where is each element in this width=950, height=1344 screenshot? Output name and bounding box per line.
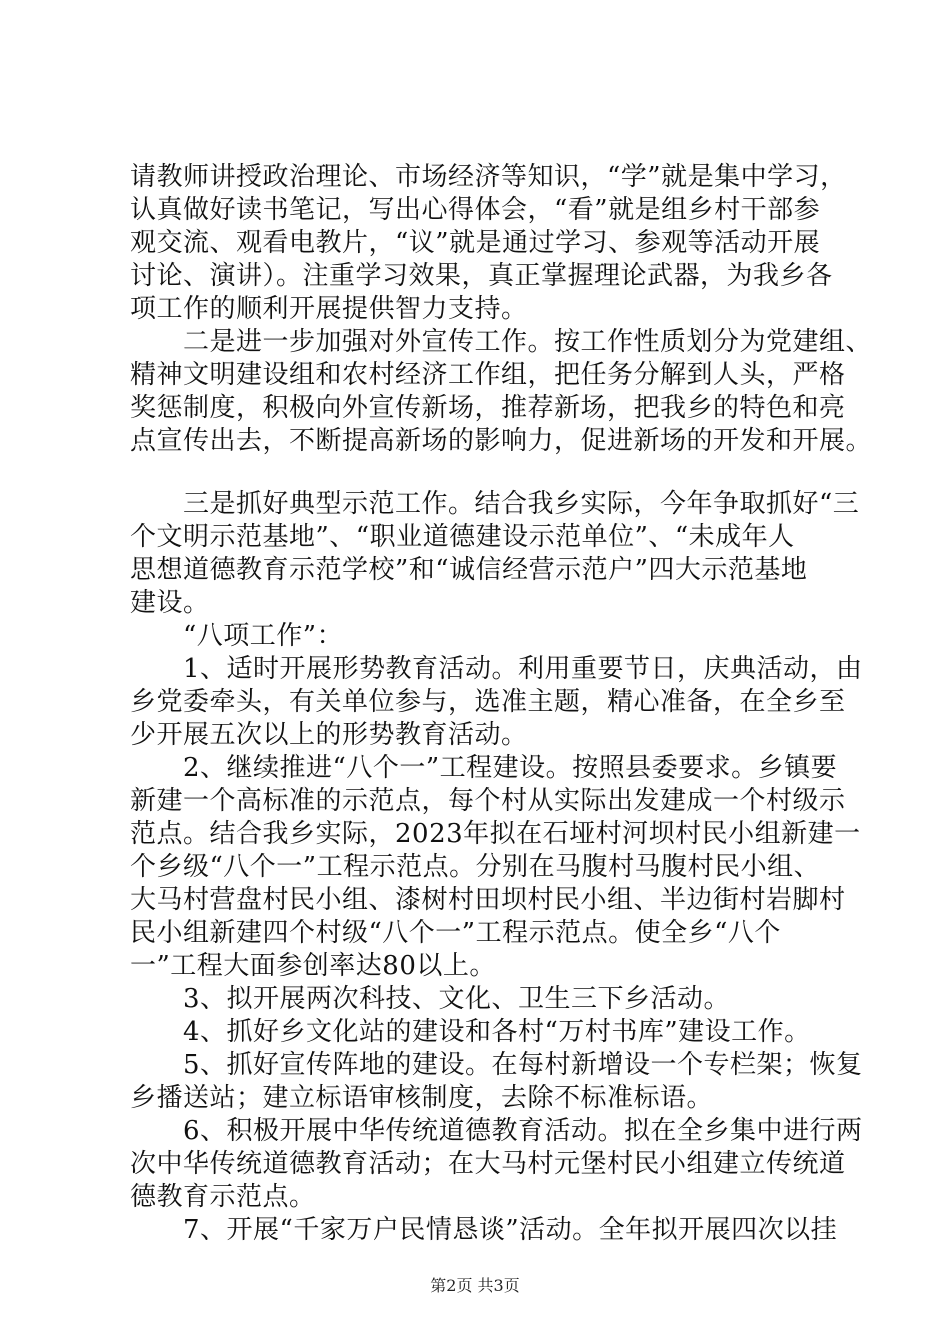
- text-line: 7、开展“千家万户民情恳谈”活动。全年拟开展四次以挂: [130, 1215, 838, 1245]
- text-line: 请教师讲授政治理论、市场经济等知识，“学”就是集中学习，: [130, 162, 847, 192]
- text-line: 民小组新建四个村级“八个一”工程示范点。使全乡“八个: [130, 918, 781, 948]
- text-line: 新建一个高标准的示范点，每个村从实际出发建成一个村级示: [130, 786, 846, 816]
- text-line: 少开展五次以上的形势教育活动。: [130, 720, 528, 750]
- text-line: 4、抓好乡文化站的建设和各村“万村书库”建设工作。: [130, 1017, 811, 1047]
- text-line: 1、适时开展形势教育活动。利用重要节日，庆典活动，由: [130, 654, 863, 684]
- text-line: 奖惩制度，积极向外宣传新场，推荐新场，把我乡的特色和亮: [130, 393, 846, 423]
- text-line: 讨论、演讲）。注重学习效果，真正掌握理论武器，为我乡各: [130, 261, 833, 291]
- text-line: 3、拟开展两次科技、文化、卫生三下乡活动。: [130, 984, 731, 1014]
- text-line: 乡播送站；建立标语审核制度，去除不标准标语。: [130, 1083, 714, 1113]
- text-line: 观交流、观看电教片，“议”就是通过学习、参观等活动开展: [130, 228, 821, 258]
- text-line: “八项工作”：: [130, 621, 344, 651]
- text-line: 乡党委牵头，有关单位参与，选准主题，精心准备，在全乡至: [130, 687, 846, 717]
- text-line: 个乡级“八个一”工程示范点。分别在马腹村马腹村民小组、: [130, 852, 821, 882]
- text-line: 大马村营盘村民小组、漆树村田坝村民小组、半边街村岩脚村: [130, 885, 846, 915]
- text-line: 6、积极开展中华传统道德教育活动。拟在全乡集中进行两: [130, 1116, 863, 1146]
- text-line: 精神文明建设组和农村经济工作组，把任务分解到人头，严格: [130, 360, 846, 390]
- text-line: 次中华传统道德教育活动；在大马村元堡村民小组建立传统道: [130, 1149, 846, 1179]
- text-line: 项工作的顺利开展提供智力支持。: [130, 294, 528, 324]
- text-line: 三是抓好典型示范工作。结合我乡实际，今年争取抓好“三: [130, 489, 860, 519]
- text-line: 一”工程大面参创率达80以上。: [130, 951, 496, 981]
- text-line: 德教育示范点。: [130, 1182, 316, 1212]
- text-line: 2、继续推进“八个一”工程建设。按照县委要求。乡镇要: [130, 753, 838, 783]
- text-line: 思想道德教育示范学校”和“诚信经营示范户”四大示范基地: [130, 555, 808, 585]
- text-line: 认真做好读书笔记，写出心得体会，“看”就是组乡村干部参: [130, 195, 821, 225]
- text-line: 范点。结合我乡实际，2023年拟在石垭村河坝村民小组新建一: [130, 819, 861, 849]
- text-line: 二是进一步加强对外宣传工作。按工作性质划分为党建组、: [130, 327, 873, 357]
- text-line: 建设。: [130, 588, 210, 618]
- page-footer: 第2页 共3页: [430, 1276, 520, 1295]
- text-line: 个文明示范基地”、“职业道德建设示范单位”、“未成年人: [130, 522, 795, 552]
- text-line: 5、抓好宣传阵地的建设。在每村新增设一个专栏架；恢复: [130, 1050, 863, 1080]
- text-line: 点宣传出去，不断提高新场的影响力，促进新场的开发和开展。: [130, 426, 873, 456]
